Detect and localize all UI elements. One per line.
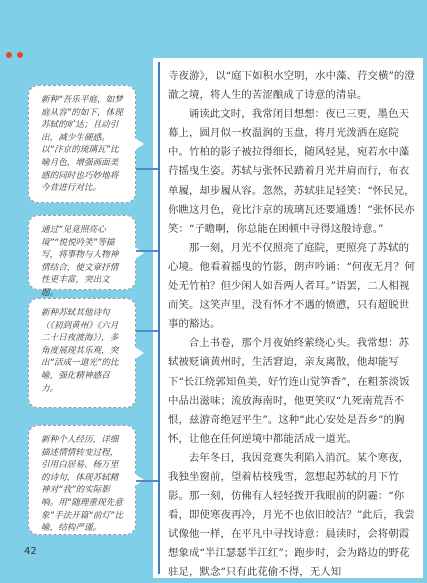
side-note-4: 新种个人经历，详细描述情情转变过程，引用白居易、杨万里的诗句，体现苏轼精神对“我”的实际影响。用“随理重现先意象”手法开篇“前灯”比喻，结构严谨。 — [28, 425, 136, 535]
side-note-2: 通过“见竟照亮心境”“悦悦吟笑”等描写，将事物与人物神情结合，使文章抒情性更丰富，突出文题。 — [28, 215, 136, 290]
essay-paragraph: 合上书卷，那个月夜始终萦绕心头。我常想：苏轼被贬谪黄州时，生活窘迫，亲友离散，他却能写下“长江绕郭知鱼美，好竹连山觉笋香”，在粗茶淡饭中品出滋味；流放海南时，他更笑叹“九死南荒吾不恨，兹游奇绝冠平生”。这种“此心安处是吾乡”的胸怀，让他在任何逆境中都能活成一道光。 — [168, 337, 410, 445]
side-note-1: 新种“吾乐平庭，如梦庭从容”的如下，体现苏轼的旷达；且动引出，减少生硬感。以“汴京的琉璃瓦”比喻月色，增强画面美感的同时也巧妙地将今昔进行对比。 — [28, 85, 136, 203]
note-connector — [136, 330, 158, 332]
corner-decoration — [0, 0, 30, 60]
note-connector — [136, 480, 158, 482]
note-connector — [136, 250, 158, 252]
essay-paragraph: 那一刻，月光不仅照亮了庭院，更照亮了苏轼的心境。他看着摇曳的竹影，朗声吟诵：“何夜无月？何处无竹柏？但少闲人如吾两人者耳。”语罢，二人相视而笑。这笑声里，没有怀才不遇的愤懑，只有超脱世事的豁达。 — [168, 241, 415, 331]
margin-rule — [158, 62, 160, 574]
page-number: 42 — [24, 546, 37, 557]
decor-dot — [17, 52, 23, 58]
decor-dot — [6, 52, 12, 58]
essay-paragraph: 寺夜游》，以“庭下如积水空明，水中藻、荇交横”的澄澈之境，将人生的苦涩酿成了诗意的清泉。 — [168, 70, 415, 102]
essay-paragraph: 诵读此文时，我常闭目想想：夜已三更，墨色天幕上，圆月似一枚温润的玉盘，将月光泼洒在庭院中。竹柏的影子被拉得细长，随风轻晃，宛若水中藻荇摇曳生姿。苏轼与张怀民踏着月光并肩而行，布衣单履，却步履从容。忽然，苏轼驻足轻笑：“怀民兄，你瞧这月色，竟比汴京的琉璃瓦还要通透！”张怀民亦笑：“子瞻啊，你总能在困顿中寻得这般诗意。” — [168, 108, 415, 235]
side-note-3: 新种苏轼其他诗句（《初到黄州》《六月二十日夜渡海》），多角度展现其乐观，突出“活成一道光”的比喻，强化精神感召力。 — [28, 298, 136, 408]
essay-paragraph: 去年冬日，我因竞赛失利陷入消沉。某个寒夜，我独坐窗前，望着枯枝残雪，忽想起苏轼的月下竹影。那一刻，仿佛有人轻轻拨开我眼前的阴霾：“你看，即使寒夜再冷，月光不也依旧皎洁？”此后，我尝试像他一样，在平凡中寻找诗意：晨读时，会将朝霞想象成“半江瑟瑟半江红”；跑步时，会为路边的野花驻足，默念“只有此花偷不得，无人知 — [168, 451, 415, 579]
essay-body — [168, 67, 416, 583]
note-connector — [136, 168, 158, 170]
